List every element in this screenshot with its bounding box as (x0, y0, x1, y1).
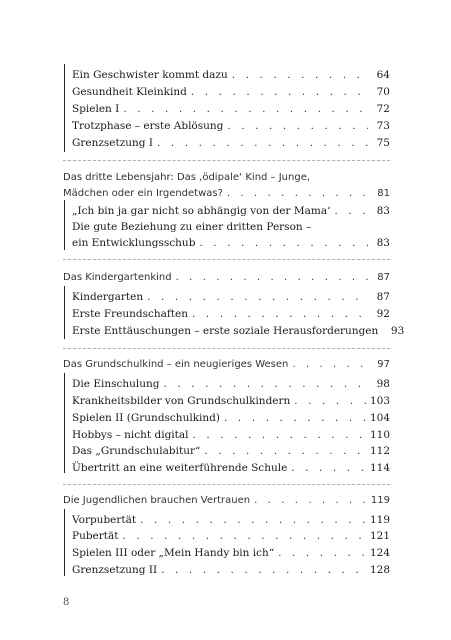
toc-entry-page: 119 (369, 514, 390, 526)
leader-dots (191, 86, 368, 99)
toc-entry (72, 527, 390, 543)
section-bar (64, 286, 65, 339)
toc-entry (72, 426, 390, 442)
toc-entry-page: 104 (369, 412, 390, 424)
leader-dots (122, 530, 365, 543)
toc-entry (72, 117, 390, 133)
toc-entry-title: Hobbys – nicht digital (72, 429, 189, 441)
toc-entry (72, 100, 390, 116)
toc-entry-title: Ein Geschwister kommt dazu (72, 69, 228, 81)
toc-entry-title: Grenzsetzung I (72, 137, 154, 149)
toc-entry (72, 322, 405, 338)
toc-entry (72, 305, 390, 321)
leader-dots (204, 445, 366, 458)
chapter-title: Das Kindergartenkind (63, 272, 172, 283)
leader-dots (334, 205, 368, 218)
leader-dots (294, 395, 366, 408)
section-bar (64, 509, 65, 576)
chapter-heading (63, 268, 390, 284)
toc-entry (72, 409, 390, 425)
toc-entry-page: 112 (369, 445, 390, 457)
chapter-heading (63, 355, 390, 371)
leader-dots (157, 137, 368, 150)
toc-entry-title: Spielen I (72, 103, 120, 115)
chapter-page: 87 (377, 272, 390, 283)
section-bar (64, 373, 65, 473)
toc-entry-page: 83 (376, 205, 390, 217)
leader-dots (123, 103, 368, 116)
leader-dots (291, 462, 366, 475)
section-bar (64, 200, 65, 250)
toc-entry-page: 98 (376, 378, 390, 390)
chapter-page: 81 (377, 188, 390, 199)
toc-entry (72, 83, 390, 99)
toc-entry-title: Erste Freundschaften (72, 308, 188, 320)
leader-dots (192, 429, 365, 442)
toc-entry (72, 392, 390, 408)
section-divider (63, 259, 390, 260)
leader-dots (292, 358, 368, 371)
toc-entry-page: 121 (369, 530, 390, 542)
toc-entry-title: Pubertät (72, 530, 119, 542)
chapter-title: Die Jugendlichen brauchen Vertrauen (63, 495, 251, 506)
section-bar (64, 64, 65, 152)
toc-entry-title: ein Entwicklungsschub (72, 237, 196, 249)
toc-entry (72, 234, 390, 250)
toc-entry-page: 92 (376, 308, 390, 320)
toc-entry (72, 442, 390, 458)
leader-dots (199, 237, 368, 250)
leader-dots (227, 187, 368, 200)
toc-entry (72, 544, 390, 560)
toc-entry-page: 124 (369, 547, 390, 559)
leader-dots (161, 564, 366, 577)
section-divider (63, 348, 390, 349)
toc-entry-page: 75 (376, 137, 390, 149)
toc-entry-title: Übertritt an eine weiterführende Schule (72, 462, 288, 474)
toc-entry (72, 288, 390, 304)
chapter-page: 119 (370, 495, 390, 506)
toc-entry-title: Erste Enttäuschungen – erste soziale Herausforderungen (72, 325, 379, 337)
chapter-title-line2: Mädchen oder ein Irgendetwas? (63, 188, 223, 199)
toc-entry-title: „Ich bin ja gar nicht so abhängig von der Mama‘ (72, 205, 331, 217)
toc-entry-title: Das „Grundschulabitur“ (72, 445, 201, 457)
leader-dots (232, 69, 368, 82)
toc-entry-page: 128 (369, 564, 390, 576)
leader-dots (147, 291, 368, 304)
chapter-heading (63, 491, 390, 507)
toc-entry-page: 87 (376, 291, 390, 303)
section-divider (63, 160, 390, 161)
section-divider (63, 484, 390, 485)
toc-entry (72, 459, 390, 475)
toc-entry-page: 114 (369, 462, 390, 474)
toc-entry-page: 72 (376, 103, 390, 115)
toc-entry-title: Grenzsetzung II (72, 564, 158, 576)
toc-entry (72, 66, 390, 82)
toc-entry-title: Gesundheit Kleinkind (72, 86, 187, 98)
leader-dots (278, 547, 366, 560)
leader-dots (140, 514, 366, 527)
chapter-page: 97 (377, 359, 390, 370)
chapter-title: Das Grundschulkind – ein neugieriges Wesen (63, 359, 289, 370)
toc-entry-title: Spielen II (Grundschulkind) (72, 412, 220, 424)
toc-entry-title: Die Einschulung (72, 378, 160, 390)
toc-entry-page: 73 (376, 120, 390, 132)
chapter-title-line1: Das dritte Lebensjahr: Das ‚ödipale‘ Kind – Junge, (63, 172, 311, 183)
toc-entry (72, 218, 390, 234)
leader-dots (192, 308, 368, 321)
toc-entry (72, 134, 390, 150)
toc-entry-page: 110 (369, 429, 390, 441)
toc-entry (72, 375, 390, 391)
leader-dots (224, 412, 366, 425)
leader-dots (227, 120, 368, 133)
leader-dots (176, 271, 368, 284)
toc-entry-page: 103 (369, 395, 390, 407)
toc-entry (72, 202, 390, 218)
toc-entry (72, 511, 390, 527)
page-number: 8 (63, 597, 70, 608)
toc-entry-title: Spielen III oder „Mein Handy bin ich“ (72, 547, 275, 559)
leader-dots (254, 494, 367, 507)
leader-dots (164, 378, 368, 391)
toc-entry (72, 561, 390, 577)
toc-entry-page: 70 (376, 86, 390, 98)
toc-entry-title: Vorpubertät (72, 514, 137, 526)
chapter-heading (63, 184, 390, 200)
toc-entry-title: Kindergarten (72, 291, 144, 303)
toc-entry-title: Trotzphase – erste Ablösung (72, 120, 224, 132)
toc-entry-title: Krankheitsbilder von Grundschulkindern (72, 395, 291, 407)
toc-entry-page: 64 (376, 69, 390, 81)
toc-entry-page: 83 (376, 237, 390, 249)
toc-entry-page: 93 (390, 325, 405, 337)
toc-entry-title: Die gute Beziehung zu einer dritten Person – (72, 221, 312, 233)
